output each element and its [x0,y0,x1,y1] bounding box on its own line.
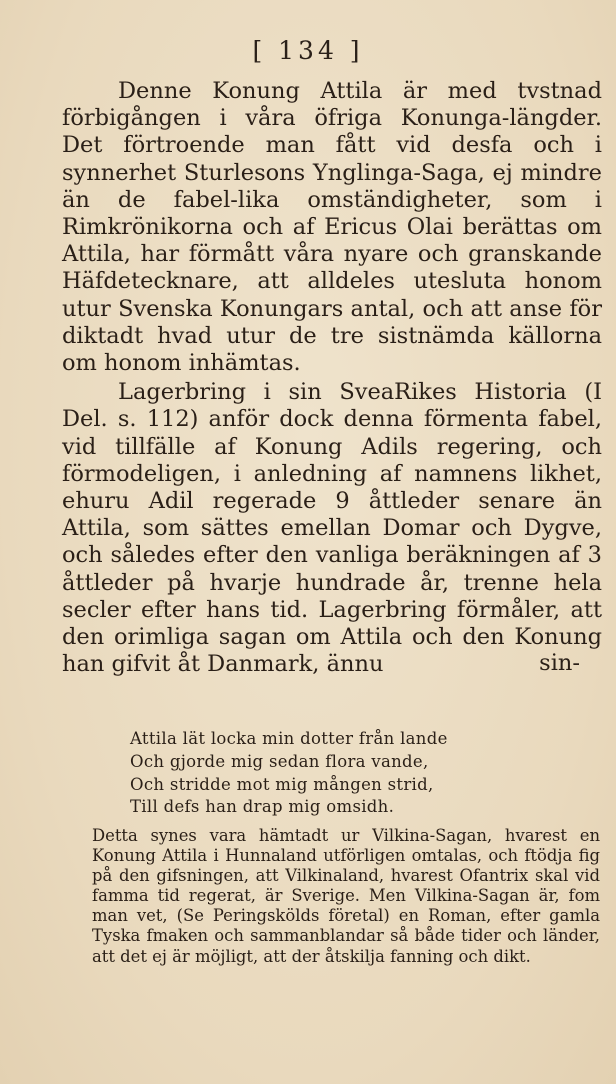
verse-line: Och stridde mot mig mången strid, [130,774,434,794]
quoted-verse [130,728,448,819]
main-text [62,78,602,678]
page-number: [ 134 ] [252,36,364,65]
verse-line: Och gjorde mig sedan flora vande, [130,751,429,771]
verse-line: Attila lät locka min dotter från lande [130,729,448,748]
footnote-text: Detta synes vara hämtadt ur Vilkina-Sagan, hvarest en Konung Attila i Hunnaland utförligen omtalas, och ftödja fig på den gifsningen, att Vilkinaland, hvarest Ofantrix skal vid famma tid regerat, är Sverige. Men Vilkina-Sagan är, fom man vet, (Se Peringskölds företal) en Roman, efter gamla Tyska fmaken och sammanblandar så både tider och länder, att det ej är möjligt, att der åtskilja fanning och dikt. [92,826,600,966]
catchword: sin- [539,650,580,676]
paragraph-2: Lagerbring i sin SveaRikes Historia (I Del. s. 112) anför dock denna förmenta fabel, vid tillfälle af Konung Adils regering, och förmodeligen, i anledning af namnens likhet, ehuru Adil regerade 9 åttleder senare än Attila, som sättes emellan Domar och Dygve, och således efter den vanliga beräkningen af 3 åttleder på hvarje hundrade år, trenne hela secler efter hans tid. Lagerbring förmåler, att den orimliga sagan om Attila och den Konung han gifvit åt Danmark, ännu [62,379,602,678]
paragraph-1: Denne Konung Attila är med tvstnad förbigången i våra öfriga Konunga-längder. Det förtroende man fått vid desfa och i synnerhet Sturlesons Ynglinga-Saga, ej mindre än de fabel-lika omständigheter, som i Rimkrönikorna och af Ericus Olai berättas om Attila, har förmått våra nyare och granskande Häfdetecknare, att alldeles utesluta honom utur Svenska Konungars antal, och att anse för diktadt hvad utur de tre sistnämda källorna om honom inhämtas. [62,78,602,377]
verse-line: Till defs han drap mig omsidh. [130,797,395,817]
footnote [92,826,600,967]
